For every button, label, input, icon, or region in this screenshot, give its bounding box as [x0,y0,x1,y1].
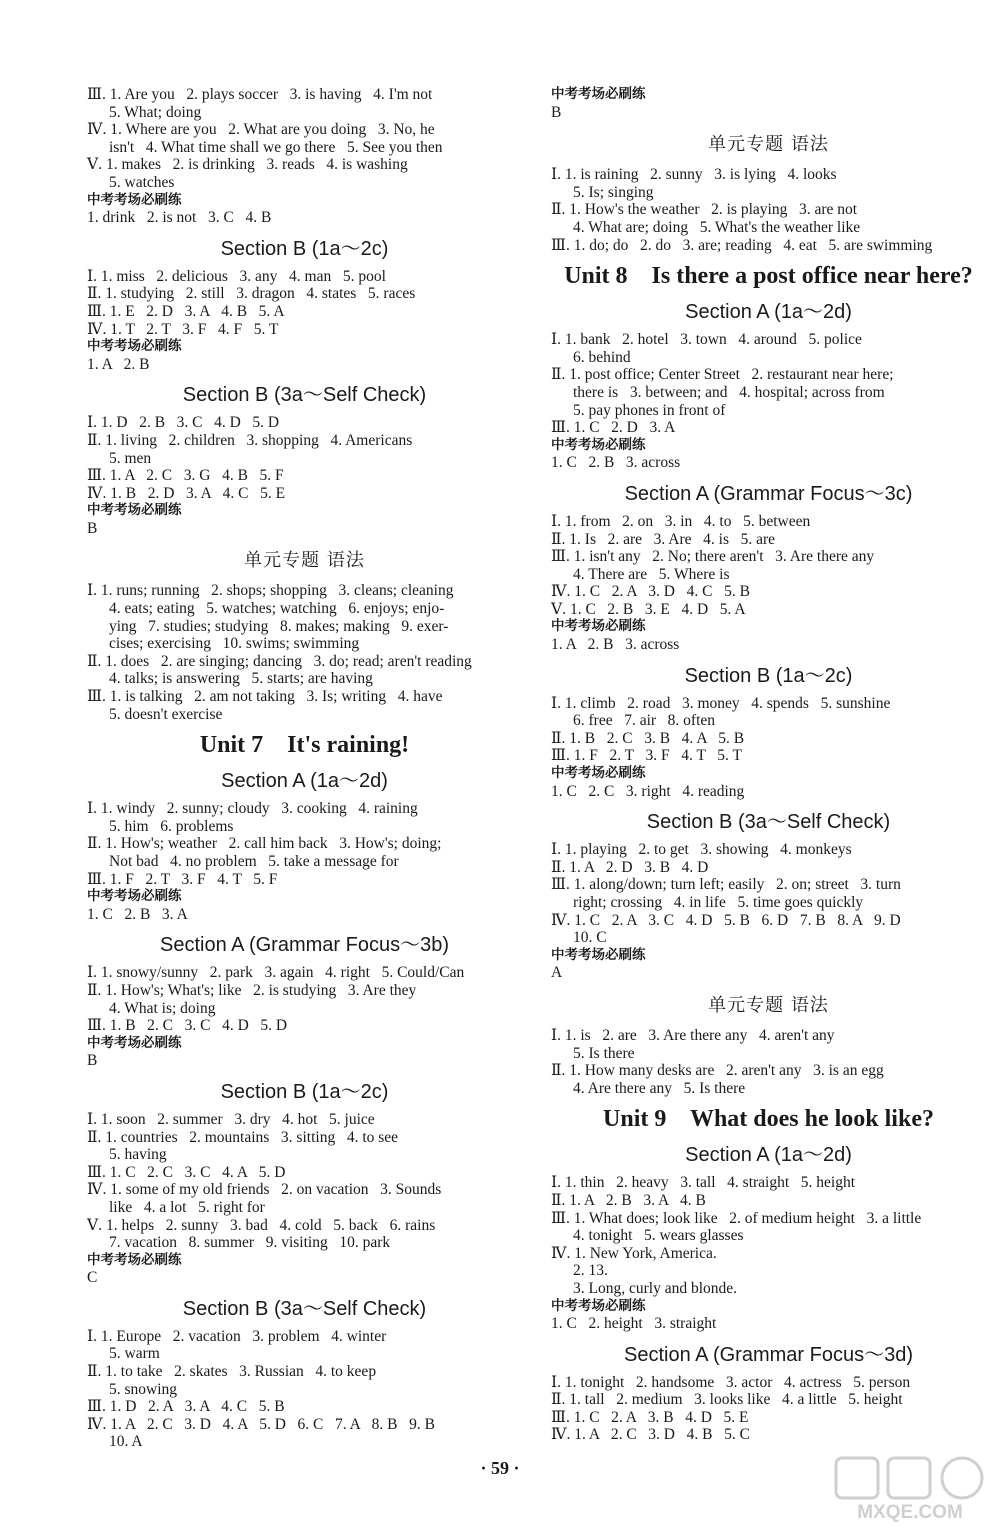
watermark-text: MXQE.COM [857,1502,963,1523]
answer-block [87,582,522,723]
answer-block [551,1027,986,1097]
page-number: · 59 · [480,1458,520,1478]
answer-block [551,636,986,654]
answer-line: Ⅲ. 1. B 2. C 3. C 4. D 5. D [87,1017,288,1035]
unit-title: Unit 9 What does he look like? [603,1106,934,1133]
answer-line: 10. A [109,1433,143,1451]
answer-block [87,356,522,374]
section-heading: Section B (1a～2c) [684,664,853,687]
answer-line: 5. snowing [109,1380,178,1398]
answer-line: Ⅳ. 1. C 2. A 3. D 4. C 5. B [551,583,750,601]
answer-line: 5. Is; singing [573,183,654,201]
answer-line: Ⅲ. 1. D 2. A 3. A 4. C 5. B [87,1398,285,1416]
exam-drill-heading: 中考考场必刷练 [551,618,646,635]
answer-line: C [87,1269,98,1287]
answer-line: 5. doesn't exercise [109,705,223,723]
answer-line: Ⅱ. 1. A 2. D 3. B 4. D [551,858,709,876]
answer-line: 6. behind [573,348,631,366]
answer-line: 2. 13. [573,1262,608,1280]
answer-line: Ⅲ. 1. Are you 2. plays soccer 3. is having 4. I'm not [87,86,433,103]
answer-block [87,520,522,538]
answer-block [551,1374,986,1444]
unit-title: Unit 7 It's raining! [199,732,410,759]
answer-block [87,268,522,338]
answer-line: 1. drink 2. is not 3. C 4. B [87,209,272,227]
answer-block [87,906,522,924]
answer-line: Ⅱ. 1. tall 2. medium 3. looks like 4. a little 5. height [551,1391,903,1409]
answer-line: 1. A 2. B [87,355,150,373]
answer-line: Ⅲ. 1. F 2. T 3. F 4. T 5. F [87,870,278,888]
answer-block [87,1052,522,1070]
answer-line: Ⅲ. 1. C 2. A 3. B 4. D 5. E [551,1408,749,1426]
left-column [87,86,522,1451]
answer-line: Ⅱ. 1. to take 2. skates 3. Russian 4. to keep [87,1363,377,1381]
answer-line: 4. talks; is answering 5. starts; are having [109,670,373,688]
answer-line: 5. him 6. problems [109,817,234,835]
answer-line: 5. pay phones in front of [573,401,726,419]
answer-line: Ⅲ. 1. C 2. D 3. A [551,419,676,437]
answer-block [87,209,522,227]
answer-line: cises; exercising 10. swims; swimming [109,635,360,653]
answer-line: A [551,964,563,982]
answer-line: Ⅰ. 1. windy 2. sunny; cloudy 3. cooking 4. raining [87,800,418,818]
answer-line: B [87,519,98,537]
exam-drill-heading: 中考考场必刷练 [551,765,646,782]
answer-line: ying 7. studies; studying 8. makes; making 9. exer- [109,617,449,635]
section-heading: Section B (1a～2c) [220,237,389,260]
answer-line: Ⅱ. 1. living 2. children 3. shopping 4. Americans [87,431,413,449]
answer-line: Ⅲ. 1. A 2. C 3. G 4. B 5. F [87,467,284,485]
answer-line: Ⅳ. 1. T 2. T 3. F 4. F 5. T [87,320,279,338]
section-heading: Section B (3a～Self Check) [182,384,427,407]
answer-block [551,331,986,437]
section-heading: Section A (1a～2d) [685,301,852,324]
watermark [830,1452,990,1524]
answer-line: 4. There are 5. Where is [573,565,730,583]
answer-line: Ⅱ. 1. B 2. C 3. B 4. A 5. B [551,729,745,747]
answer-line: Ⅲ. 1. is talking 2. am not taking 3. Is; writing 4. have [87,688,443,706]
answer-line: Ⅱ. 1. Is 2. are 3. Are 4. is 5. are [551,530,776,548]
answer-line: Ⅴ. 1. helps 2. sunny 3. bad 4. cold 5. back 6. rains [87,1216,436,1234]
exam-drill-heading: 中考考场必刷练 [87,502,182,519]
answer-line: Ⅰ. 1. Europe 2. vacation 3. problem 4. winter [87,1327,387,1345]
unit-title: Unit 8 Is there a post office near here? [564,263,973,290]
answer-block [87,1269,522,1287]
answer-line: 1. C 2. height 3. straight [551,1315,717,1333]
exam-drill-heading: 中考考场必刷练 [87,888,182,905]
section-heading: Section B (3a～Self Check) [646,811,891,834]
answer-line: 3. Long, curly and blonde. [573,1279,738,1297]
answer-line: 10. C [573,929,607,947]
answer-line: Ⅲ. 1. C 2. C 3. C 4. A 5. D [87,1163,286,1181]
answer-line: Ⅲ. 1. do; do 2. do 3. are; reading 4. eat 5. are swimming [551,236,933,254]
section-heading: Section B (3a～Self Check) [182,1297,427,1320]
answer-line: Ⅳ. 1. New York, America. [551,1244,717,1262]
answer-block [551,695,986,765]
answer-line: Ⅰ. 1. soon 2. summer 3. dry 4. hot 5. juice [87,1110,375,1128]
answer-line: Ⅳ. 1. Where are you 2. What are you doing 3. No, he [87,121,435,139]
grammar-heading: 单元专题 语法 [244,550,365,572]
answer-line: 4. What are; doing 5. What's the weather like [573,218,861,236]
answer-line: 5. What; doing [109,103,202,121]
answer-line: 5. warm [109,1345,160,1363]
answer-line: 4. Are there any 5. Is there [573,1079,746,1097]
answer-line: Ⅲ. 1. F 2. T 3. F 4. T 5. T [551,747,742,765]
answer-line: 1. C 2. B 3. across [551,454,681,472]
answer-block [551,783,986,801]
answer-line: Ⅰ. 1. is 2. are 3. Are there any 4. aren't any [551,1026,835,1044]
exam-drill-heading: 中考考场必刷练 [87,1251,182,1268]
answer-line: 6. free 7. air 8. often [573,712,716,730]
answer-line: Ⅰ. 1. climb 2. road 3. money 4. spends 5. sunshine [551,694,891,712]
answer-line: Ⅳ. 1. B 2. D 3. A 4. C 5. E [87,484,286,502]
answer-line: Ⅱ. 1. How's; What's; like 2. is studying 3. Are they [87,981,417,999]
section-heading: Section A (Grammar Focus～3d) [624,1343,913,1366]
section-heading: Section A (1a～2d) [685,1144,852,1167]
exam-drill-heading: 中考考场必刷练 [87,191,182,208]
exam-drill-heading: 中考考场必刷练 [87,338,182,355]
answer-line: Ⅲ. 1. What does; look like 2. of medium height 3. a little [551,1209,922,1227]
exam-drill-heading: 中考考场必刷练 [551,436,646,453]
section-heading: Section A (Grammar Focus～3b) [160,934,449,957]
grammar-heading: 单元专题 语法 [708,994,829,1016]
answer-line: Ⅳ. 1. A 2. C 3. D 4. B 5. C [551,1426,750,1444]
answer-line: Ⅳ. 1. some of my old friends 2. on vacation 3. Sounds [87,1181,442,1199]
answer-line: Ⅱ. 1. A 2. B 3. A 4. B [551,1191,706,1209]
answer-block [551,841,986,947]
answer-line: like 4. a lot 5. right for [109,1198,265,1216]
answer-line: Ⅱ. 1. How's the weather 2. is playing 3. are not [551,201,858,219]
answer-line: Ⅱ. 1. How many desks are 2. aren't any 3. is an egg [551,1062,884,1080]
answer-line: 5. Is there [573,1044,635,1062]
answer-line: Ⅰ. 1. from 2. on 3. in 4. to 5. between [551,512,811,530]
answer-line: right; crossing 4. in life 5. time goes quickly [573,894,864,911]
exam-drill-heading: 中考考场必刷练 [551,1297,646,1314]
answer-line: 4. What is; doing [109,999,216,1017]
answer-block [551,964,986,982]
answer-block [551,1174,986,1297]
answer-block [87,1111,522,1252]
answer-line: Ⅱ. 1. How's; weather 2. call him back 3. How's; doing; [87,835,442,853]
answer-line: Ⅰ. 1. playing 2. to get 3. showing 4. monkeys [551,841,852,859]
answer-line: Ⅰ. 1. runs; running 2. shops; shopping 3. cleans; cleaning [87,582,454,600]
answer-line: 4. tonight 5. wears glasses [573,1227,744,1245]
answer-line: Ⅴ. 1. C 2. B 3. E 4. D 5. A [551,600,746,618]
answer-line: isn't 4. What time shall we go there 5. See you then [109,138,443,156]
answer-line: Ⅱ. 1. post office; Center Street 2. restaurant near here; [551,366,894,384]
answer-line: Ⅱ. 1. studying 2. still 3. dragon 4. states 5. races [87,285,416,303]
answer-block [551,166,986,254]
exam-drill-heading: 中考考场必刷练 [87,1034,182,1051]
answer-line: Ⅳ. 1. C 2. A 3. C 4. D 5. B 6. D 7. B 8. A 9. D [551,911,901,929]
answer-line: 1. C 2. C 3. right 4. reading [551,782,745,800]
answer-line: Ⅳ. 1. A 2. C 3. D 4. A 5. D 6. C 7. A 8. B 9. B [87,1415,435,1433]
answer-block [87,1328,522,1451]
answer-block [551,454,986,472]
answer-stamp-icon [830,1452,990,1504]
answer-line: Ⅰ. 1. thin 2. heavy 3. tall 4. straight 5. height [551,1174,856,1192]
answer-block [87,86,522,192]
answer-line: 5. having [109,1146,167,1164]
answer-line: Ⅲ. 1. along/down; turn left; easily 2. on; street 3. turn [551,876,901,894]
answer-line: B [87,1052,98,1070]
answer-line: Ⅰ. 1. snowy/sunny 2. park 3. again 4. right 5. Could/Can [87,964,465,982]
answer-block [551,1315,986,1333]
answer-line: Ⅰ. 1. D 2. B 3. C 4. D 5. D [87,414,280,432]
answer-block [551,513,986,619]
answer-line: 7. vacation 8. summer 9. visiting 10. park [109,1234,391,1252]
section-heading: Section A (Grammar Focus～3c) [624,482,913,505]
answer-line: Ⅲ. 1. E 2. D 3. A 4. B 5. A [87,302,285,320]
answer-line: B [551,103,562,121]
answer-line: 4. eats; eating 5. watches; watching 6. enjoys; enjo- [109,600,445,618]
answer-line: Ⅰ. 1. miss 2. delicious 3. any 4. man 5. pool [87,267,386,285]
answer-line: 1. C 2. B 3. A [87,905,188,923]
answer-block [87,800,522,888]
answer-block [87,414,522,502]
answer-line: Not bad 4. no problem 5. take a message for [109,853,399,870]
answer-block [551,104,986,122]
answer-line: there is 3. between; and 4. hospital; across from [573,383,885,401]
answer-line: Ⅴ. 1. makes 2. is drinking 3. reads 4. is washing [87,156,408,174]
answer-line: Ⅰ. 1. bank 2. hotel 3. town 4. around 5. police [551,331,862,349]
exam-drill-heading: 中考考场必刷练 [551,946,646,963]
exam-drill-heading: 中考考场必刷练 [551,86,646,102]
answer-line: Ⅰ. 1. is raining 2. sunny 3. is lying 4. looks [551,166,837,184]
answer-line: Ⅲ. 1. isn't any 2. No; there aren't 3. Are there any [551,548,875,566]
answer-line: Ⅱ. 1. countries 2. mountains 3. sitting 4. to see [87,1128,399,1146]
answer-block [87,964,522,1034]
answer-line: Ⅰ. 1. tonight 2. handsome 3. actor 4. actress 5. person [551,1373,911,1391]
right-column [551,86,986,1444]
section-heading: Section A (1a～2d) [221,770,388,793]
answer-line: Ⅱ. 1. does 2. are singing; dancing 3. do; read; aren't reading [87,652,472,670]
answer-line: 1. A 2. B 3. across [551,636,680,654]
answer-line: 5. men [109,449,152,467]
grammar-heading: 单元专题 语法 [708,134,829,156]
section-heading: Section B (1a～2c) [220,1080,389,1103]
answer-line: 5. watches [109,173,175,191]
